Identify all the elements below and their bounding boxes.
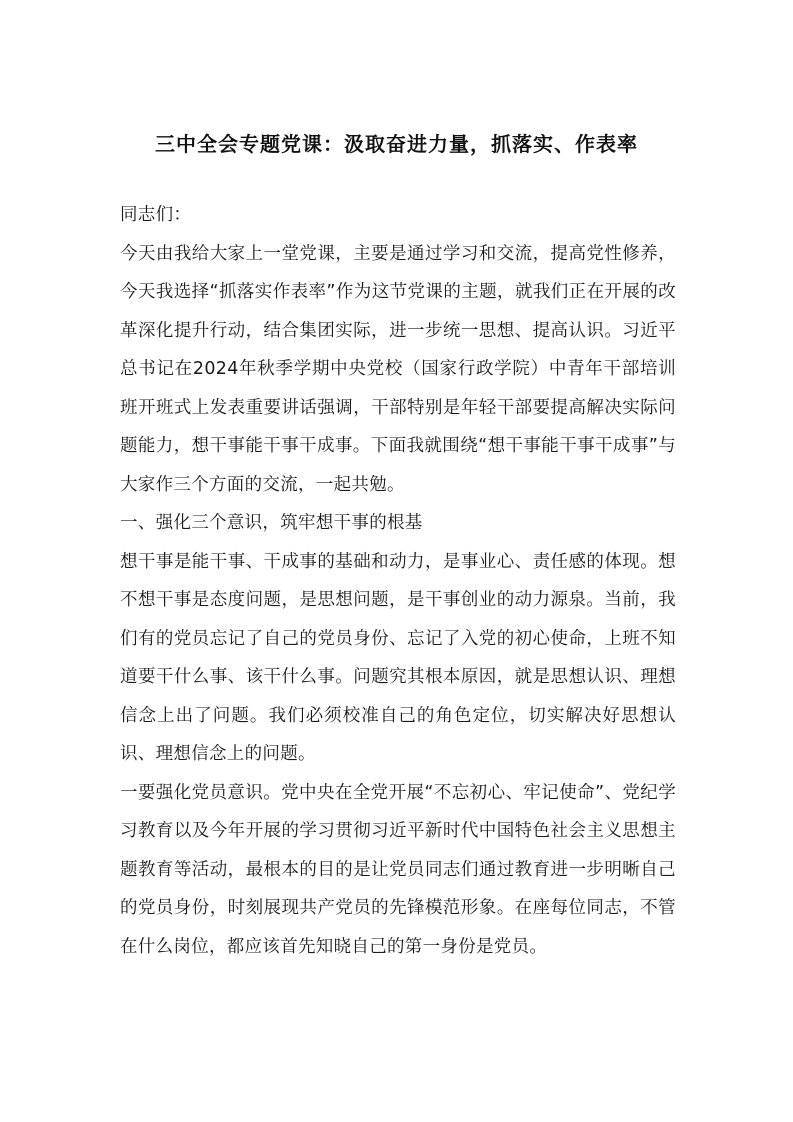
section-heading: 一、强化三个意识，筑牢想干事的根基 (120, 513, 423, 533)
body-paragraph: 想干事是能干事、干成事的基础和动力，是事业心、责任感的体现。想不想干事是态度问题，是思想问题，是干事创业的动力源泉。当前，我们有的党员忘记了自己的党员身份、忘记了入党的初心使命，上班不知道要干什么事、该干什么事。问题究其根本原因，就是思想认识、理想信念上出了问题。我们必须校准自己的角色定位，切实解决好思想认识、理想信念上的问题。 (120, 551, 676, 764)
body-paragraph: 一要强化党员意识。党中央在全党开展“不忘初心、牢记使命”、党纪学习教育以及今年开展的学习贯彻习近平新时代中国特色社会主义思想主题教育等活动，最根本的目的是让党员同志们通过教育进一步明晰自己的党员身份，时刻展现共产党员的先锋模范形象。在座每位同志，不管在什么岗位，都应该首先知晓自己的第一身份是党员。 (120, 782, 676, 957)
document-body (120, 196, 676, 966)
intro-paragraph: 今天由我给大家上一堂党课，主要是通过学习和交流，提高党性修养，今天我选择“抓落实作表率”作为这节党课的主题，就我们正在开展的改革深化提升行动，结合集团实际，进一步统一思想、提高认识。习近平总书记在2024年秋季学期中央党校（国家行政学院）中青年干部培训班开班式上发表重要讲话强调，干部特别是年轻干部要提高解决实际问题能力，想干事能干事干成事。下面我就围绕“想干事能干事干成事”与大家作三个方面的交流，一起共勉。 (120, 243, 676, 495)
salutation: 同志们： (120, 205, 192, 225)
document-title: 三中全会专题党课：汲取奋进力量，抓落实、作表率 (155, 132, 638, 156)
